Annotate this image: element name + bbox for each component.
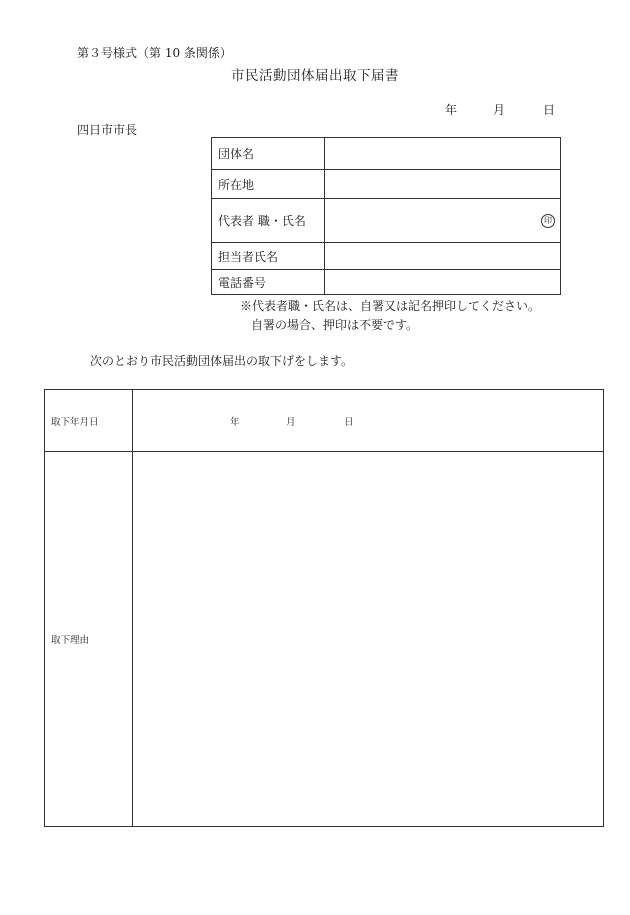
phone-number-label: 電話番号 [212,270,325,295]
table-row [45,390,604,452]
withdrawal-date-label: 取下年月日 [45,390,133,452]
address-field[interactable] [325,170,561,199]
withdrawal-table [44,389,604,827]
table-row [212,199,561,243]
table-row [45,452,604,827]
representative-label: 代表者 職・氏名 [212,199,325,243]
organization-name-field[interactable] [325,138,561,170]
contact-person-field[interactable] [325,243,561,270]
document-title: 市民活動団体届出取下届書 [231,68,399,84]
seal-mark: 印 [541,214,555,228]
organization-name-label: 団体名 [212,138,325,170]
withdrawal-reason-label: 取下理由 [45,452,133,827]
signature-note-line2: 自署の場合、押印は不要です。 [251,318,419,332]
submission-date-day: 日 [543,103,556,117]
withdrawal-statement: 次のとおり市民活動団体届出の取下げをします。 [90,354,354,368]
withdrawal-date-month: 月 [286,416,296,428]
phone-number-field[interactable] [325,270,561,295]
withdrawal-date-field[interactable] [133,390,604,452]
withdrawal-reason-field[interactable] [133,452,604,827]
applicant-info-table [211,137,561,295]
submission-date-month: 月 [493,103,506,117]
contact-person-label: 担当者氏名 [212,243,325,270]
withdrawal-date-year: 年 [230,416,240,428]
withdrawal-date-day: 日 [344,416,354,428]
table-row [212,170,561,199]
form-number: 第３号様式（第 10 条関係） [77,46,232,60]
table-row [212,138,561,170]
address-label: 所在地 [212,170,325,199]
table-row [212,270,561,295]
representative-field[interactable] [325,199,561,243]
signature-note-line1: ※代表者職・氏名は、自署又は記名押印してください。 [240,299,541,313]
table-row [212,243,561,270]
addressee: 四日市市長 [77,123,138,137]
submission-date-year: 年 [445,103,458,117]
